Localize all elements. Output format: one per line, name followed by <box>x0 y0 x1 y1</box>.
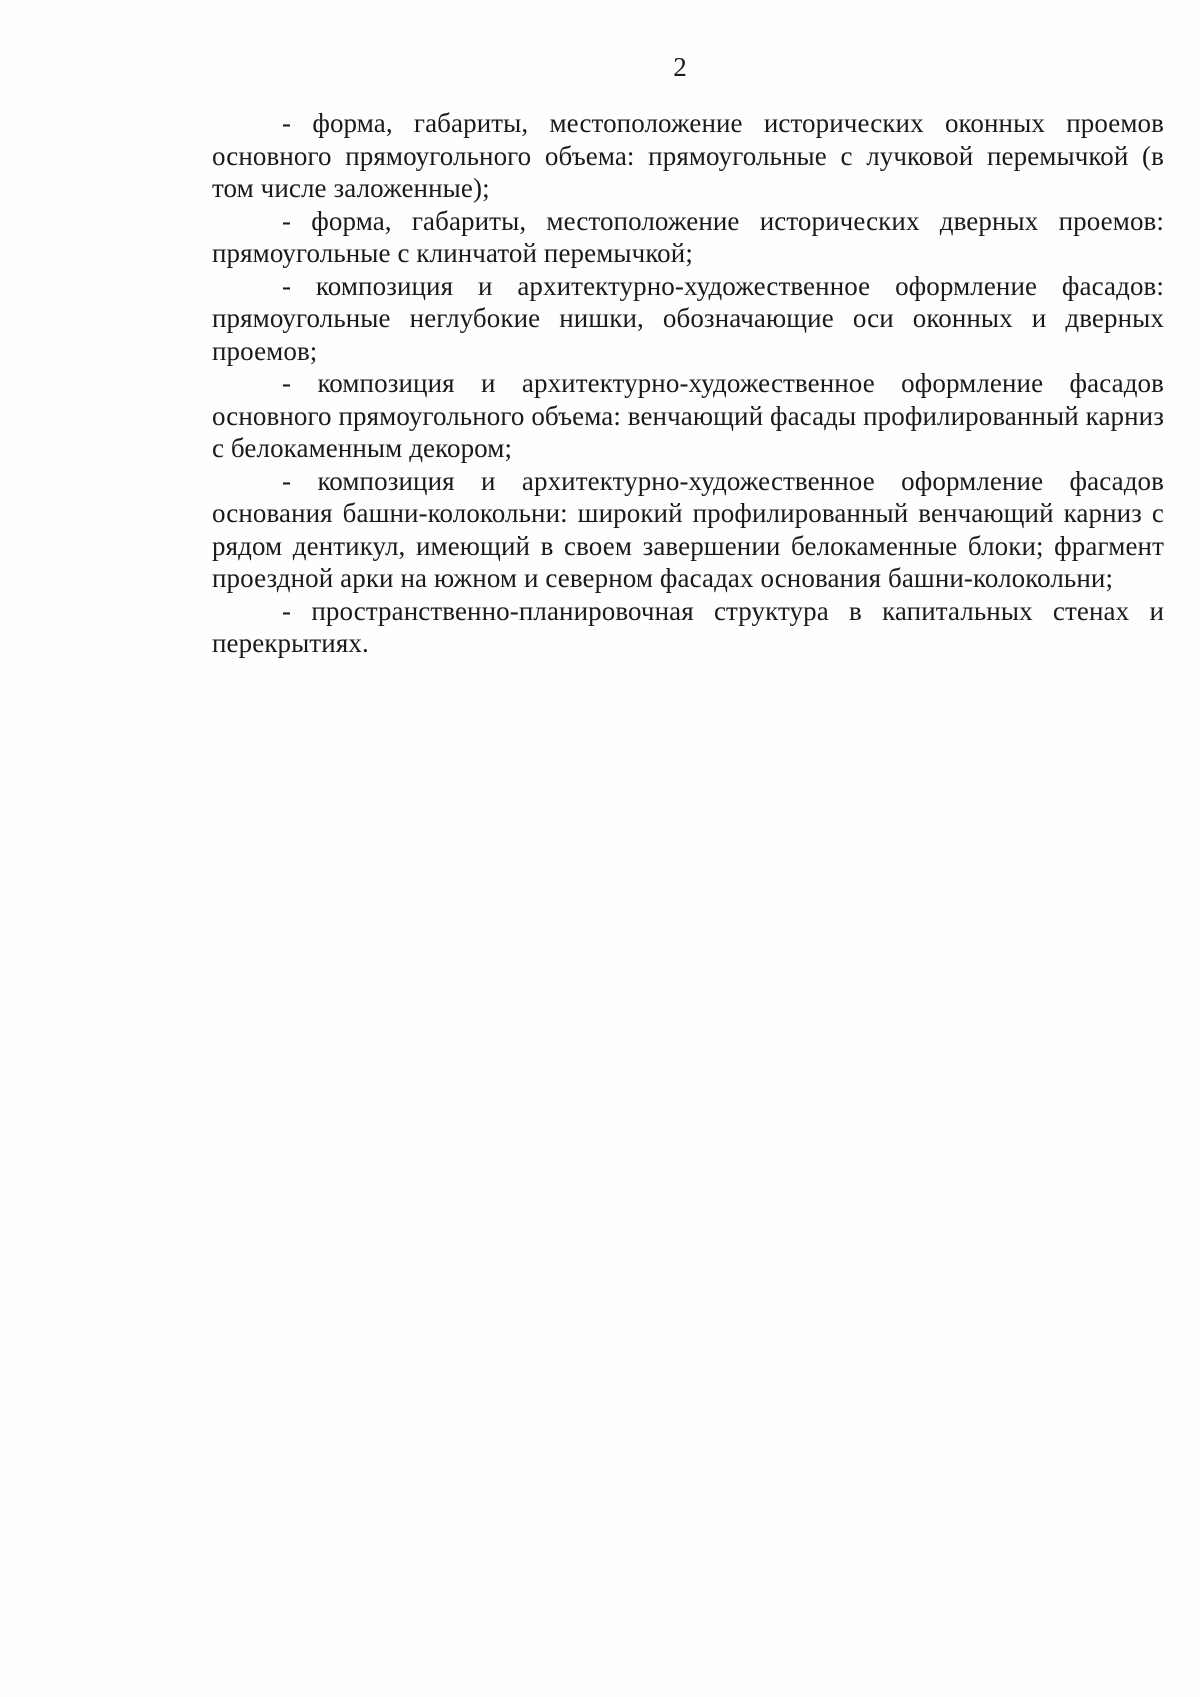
list-item: - форма, габариты, местоположение исторических дверных проемов: прямоугольные с клинчатой перемычкой; <box>212 205 1164 268</box>
list-item: - композиция и архитектурно-художественное оформление фасадов: прямоугольные неглубокие нишки, обозначающие оси оконных и дверных проемов; <box>212 270 1164 366</box>
list-item: - пространственно-планировочная структура в капитальных стенах и перекрытиях. <box>212 595 1164 658</box>
list-item: - форма, габариты, местоположение исторических оконных проемов основного прямоугольного объема: прямоугольные с лучковой перемычкой (в том числе заложенные); <box>212 108 1164 203</box>
page-number: 2 <box>673 52 687 82</box>
document-body <box>212 107 1164 660</box>
list-item: - композиция и архитектурно-художественное оформление фасадов основания башни-колокольни: широкий профилированный венчающий карниз с рядом дентикул, имеющий в своем завершении белокаменные блоки; фрагмент проездной арки на южном и северном фасадах основания башни-колокольни; <box>212 465 1164 593</box>
list-item: - композиция и архитектурно-художественное оформление фасадов основного прямоугольного объема: венчающий фасады профилированный карниз с белокаменным декором; <box>212 368 1164 463</box>
